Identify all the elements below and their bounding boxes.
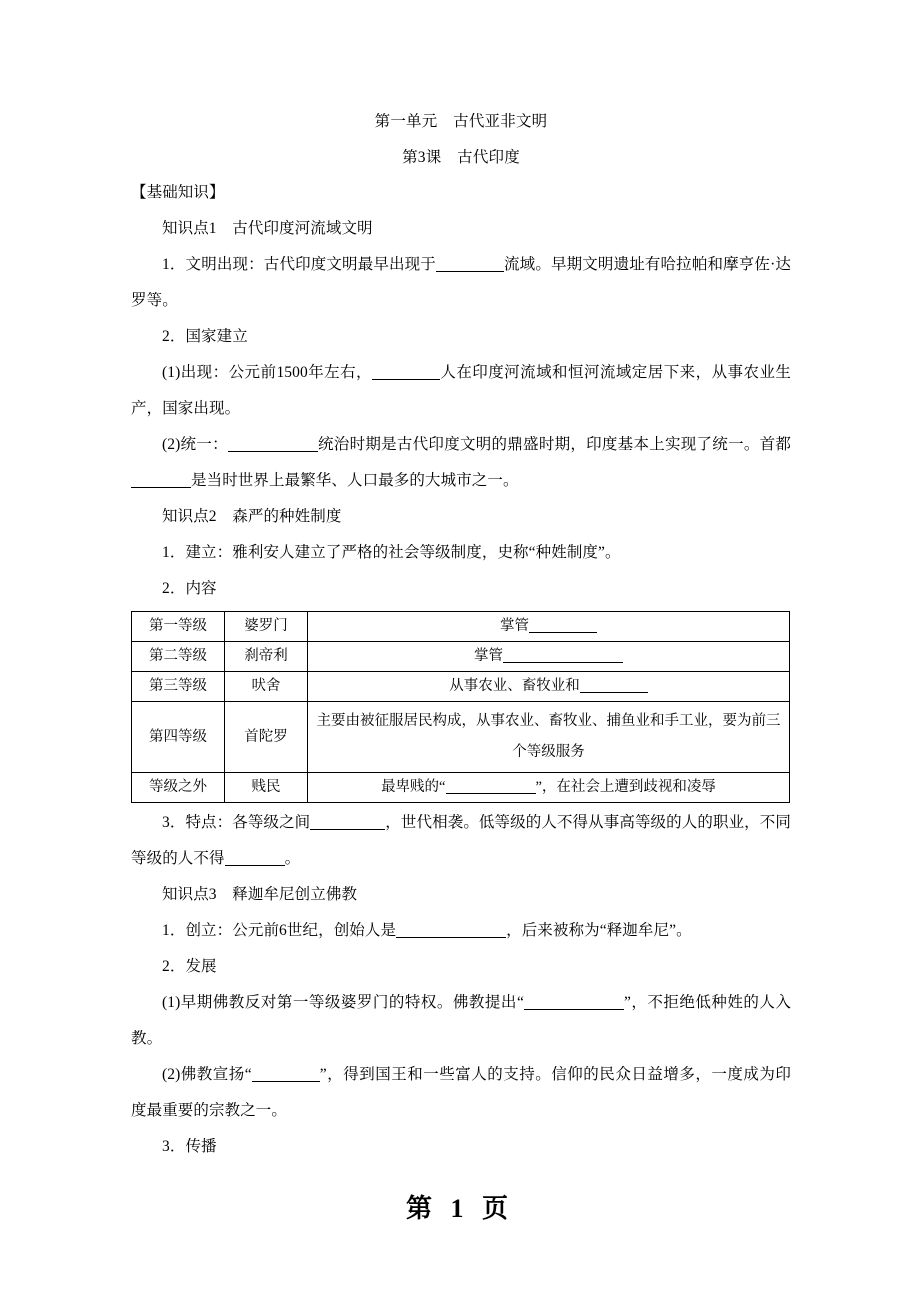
text-segment: ”，在社会上遭到歧视和凌辱	[535, 779, 716, 795]
table-row	[132, 642, 790, 672]
paragraph-kp3-item3	[131, 985, 791, 1057]
page-footer: 第 1 页	[405, 1194, 514, 1223]
table-cell-caste-name: 吠舍	[225, 672, 308, 702]
fill-in-blank-kp3-item4-1[interactable]	[252, 1066, 320, 1082]
text-segment: 主要由被征服居民构成，从事农业、畜牧业、捕鱼业和手工业，要为前三个等级服务	[316, 713, 781, 760]
fill-in-blank-kp3-item3-1[interactable]	[524, 994, 624, 1010]
table-row	[132, 612, 790, 642]
fill-in-blank-table-row-4[interactable]	[446, 778, 536, 794]
text-segment: 1．建立：雅利安人建立了严格的社会等级制度，史称“种姓制度”。	[162, 544, 621, 561]
text-segment: (2)佛教宣扬“	[162, 1066, 252, 1083]
table-row	[132, 672, 790, 702]
text-segment: 。	[284, 850, 301, 867]
table-cell-level: 第一等级	[132, 612, 225, 642]
table-cell-level: 第二等级	[132, 642, 225, 672]
paragraph-kp3-item1	[131, 913, 791, 949]
knowledge-point-heading-2: 知识点2 森严的种姓制度	[162, 508, 342, 525]
text-segment: 2．内容	[162, 580, 217, 597]
table-row	[132, 702, 790, 773]
knowledge-point-heading-3: 知识点3 释迦牟尼创立佛教	[162, 886, 358, 903]
paragraph-kp1-item2	[131, 319, 791, 355]
paragraph-kp3-item2	[131, 949, 791, 985]
paragraph-kp2-item2	[131, 571, 791, 607]
paragraph-kp1-item1	[131, 247, 791, 319]
text-segment: 是当时世界上最繁华、人口最多的大城市之一。	[191, 472, 519, 489]
text-segment: (2)统一：	[162, 436, 228, 453]
text-segment: 2．发展	[162, 958, 217, 975]
paragraph-kp3-item4	[131, 1057, 791, 1129]
paragraph-kp1-item4	[131, 427, 791, 499]
text-segment: 2．国家建立	[162, 328, 248, 345]
table-cell-level: 第四等级	[132, 702, 225, 773]
table-cell-description	[308, 702, 790, 773]
text-segment: 3．传播	[162, 1138, 217, 1155]
table-cell-caste-name: 婆罗门	[225, 612, 308, 642]
table-cell-description	[308, 642, 790, 672]
table-cell-level: 第三等级	[132, 672, 225, 702]
table-cell-caste-name: 贱民	[225, 773, 308, 803]
text-segment: 最卑贱的“	[381, 779, 446, 795]
text-segment: 1．文明出现：古代印度文明最早出现于	[162, 256, 436, 273]
fill-in-blank-table-row-0[interactable]	[529, 617, 597, 633]
table-cell-level: 等级之外	[132, 773, 225, 803]
caste-system-table	[131, 611, 790, 803]
table-cell-description	[308, 612, 790, 642]
text-segment: 1．创立：公元前6世纪，创始人是	[162, 922, 397, 939]
text-segment: ，世代相袭。低等级的人不得从事高等级的人的职业，不同等级的人不得	[131, 814, 791, 867]
table-cell-description	[308, 773, 790, 803]
knowledge-points-container	[131, 211, 791, 1165]
lesson-heading: 第3课 古代印度	[402, 149, 520, 166]
fill-in-blank-kp1-item4-1[interactable]	[228, 436, 318, 452]
paragraph-kp2-item1	[131, 535, 791, 571]
paragraph-kp3-item5	[131, 1129, 791, 1165]
text-segment: 3．特点：各等级之间	[162, 814, 311, 831]
paragraph-kp1-item3	[131, 355, 791, 427]
fill-in-blank-kp1-item3-1[interactable]	[372, 364, 440, 380]
table-cell-description	[308, 672, 790, 702]
text-segment: (1)早期佛教反对第一等级婆罗门的特权。佛教提出“	[162, 994, 524, 1011]
text-segment: 掌管	[474, 648, 503, 664]
fill-in-blank-kp2-item3-1[interactable]	[310, 814, 385, 830]
text-segment: 掌管	[500, 618, 529, 634]
fill-in-blank-kp1-item4-2[interactable]	[131, 472, 191, 488]
text-segment: (1)出现：公元前1500年左右，	[162, 364, 373, 381]
table-cell-caste-name: 首陀罗	[225, 702, 308, 773]
table-row	[132, 773, 790, 803]
fill-in-blank-kp1-item1-1[interactable]	[436, 256, 504, 272]
text-segment: 统治时期是古代印度文明的鼎盛时期，印度基本上实现了统一。首都	[317, 436, 791, 453]
section-label-basic-knowledge: 【基础知识】	[131, 184, 225, 201]
text-segment: ”，不拒绝低种姓的人入教。	[131, 994, 791, 1047]
text-segment: ”，得到国王和一些富人的支持。信仰的民众日益增多，一度成为印度最重要的宗教之一。	[131, 1066, 791, 1119]
fill-in-blank-kp2-item3-2[interactable]	[225, 850, 285, 866]
text-segment: 人在印度河流域和恒河流域定居下来，从事农业生产，国家出现。	[131, 364, 791, 417]
document-content	[131, 105, 791, 1165]
text-segment: ，后来被称为“释迦牟尼”。	[506, 922, 692, 939]
unit-heading: 第一单元 古代亚非文明	[374, 113, 548, 130]
fill-in-blank-kp3-item1-1[interactable]	[396, 922, 506, 938]
knowledge-point-heading-1: 知识点1 古代印度河流域文明	[162, 220, 373, 237]
table-cell-caste-name: 刹帝利	[225, 642, 308, 672]
fill-in-blank-table-row-2[interactable]	[580, 677, 648, 693]
paragraph-kp2-item3	[131, 805, 791, 877]
text-segment: 从事农业、畜牧业和	[449, 678, 580, 694]
fill-in-blank-table-row-1[interactable]	[503, 647, 623, 663]
text-segment: 流域。早期文明遗址有哈拉帕和摩亨佐·达罗等。	[131, 256, 791, 309]
